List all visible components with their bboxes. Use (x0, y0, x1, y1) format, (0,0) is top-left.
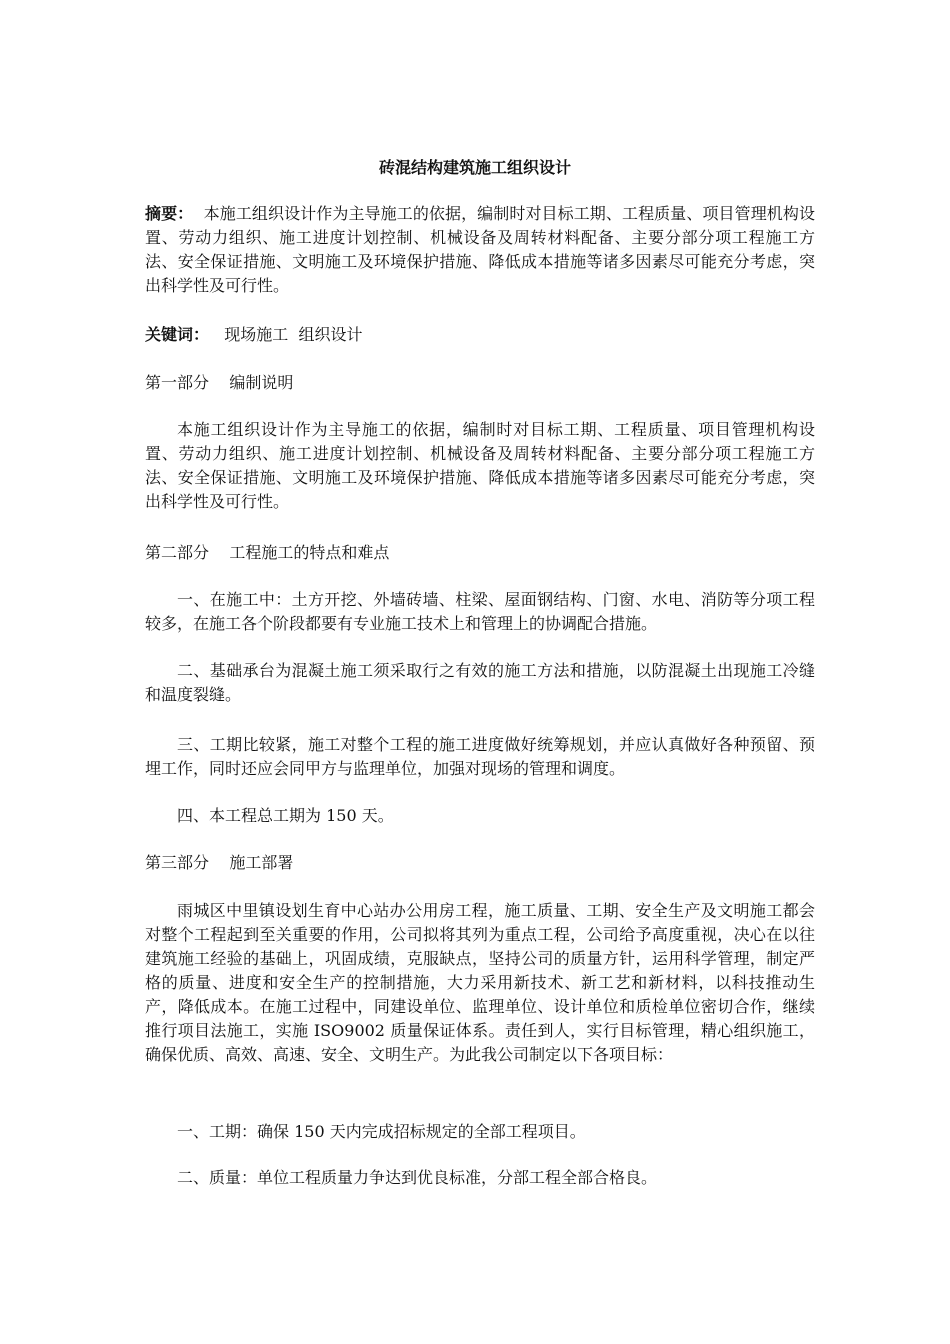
part3-paragraph-3: 二、质量：单位工程质量力争达到优良标准，分部工程全部合格良。 (177, 1168, 658, 1187)
part2-paragraph-3: 三、工期比较紧，施工对整个工程的施工进度做好统筹规划，并应认真做好各种预留、预埋工作，同时还应会同甲方与监理单位，加强对现场的管理和调度。 (145, 735, 815, 778)
part3-heading: 第三部分 施工部署 (145, 853, 294, 872)
part1-paragraph-1: 本施工组织设计作为主导施工的依据，编制时对目标工期、工程质量、项目管理机构设置、劳动力组织、施工进度计划控制、机械设备及周转材料配备、主要分部分项工程施工方法、安全保证措施、文明施工及环境保护措施、降低成本措施等诸多因素尽可能充分考虑，突出科学性及可行性。 (145, 420, 815, 511)
part2-paragraph-2: 二、基础承台为混凝土施工须采取行之有效的施工方法和措施，以防混凝土出现施工冷缝和温度裂缝。 (145, 661, 815, 704)
part2-heading: 第二部分 工程施工的特点和难点 (145, 543, 390, 562)
abstract-text: 本施工组织设计作为主导施工的依据，编制时对目标工期、工程质量、项目管理机构设置、劳动力组织、施工进度计划控制、机械设备及周转材料配备、主要分部分项工程施工方法、安全保证措施、文明施工及环境保护措施、降低成本措施等诸多因素尽可能充分考虑，突出科学性及可行性。 (145, 204, 815, 295)
keywords-paragraph (145, 323, 815, 347)
part2-paragraph-1: 一、在施工中：土方开挖、外墙砖墙、柱梁、屋面钢结构、门窗、水电、消防等分项工程较多，在施工各个阶段都要有专业施工技术上和管理上的协调配合措施。 (145, 590, 815, 633)
part3-paragraph-2: 一、工期：确保 150 天内完成招标规定的全部工程项目。 (177, 1122, 586, 1141)
part3-paragraph-1: 雨城区中里镇设划生育中心站办公用房工程，施工质量、工期、安全生产及文明施工都会对整个工程起到至关重要的作用，公司拟将其列为重点工程，公司给予高度重视，决心在以往建筑施工经验的基础上，巩固成绩，克服缺点，坚持公司的质量方针，运用科学管理，制定严格的质量、进度和安全生产的控制措施，大力采用新技术、新工艺和新材料，以科技推动生产，降低成本。在施工过程中，同建设单位、监理单位、设计单位和质检单位密切合作，继续推行项目法施工，实施 ISO9002 质量保证体系。责任到人，实行目标管理，精心组织施工，确保优质、高效、高速、安全、文明生产。为此我公司制定以下各项目标： (145, 901, 815, 1064)
part1-heading: 第一部分 编制说明 (145, 373, 294, 392)
part2-paragraph-4: 四、本工程总工期为 150 天。 (177, 806, 394, 825)
keywords-text: 现场施工 组织设计 (224, 325, 363, 344)
abstract-label: 摘要： (145, 204, 194, 223)
keywords-label: 关键词： (145, 325, 210, 344)
document-title: 砖混结构建筑施工组织设计 (378, 158, 571, 177)
abstract-paragraph (145, 202, 815, 298)
